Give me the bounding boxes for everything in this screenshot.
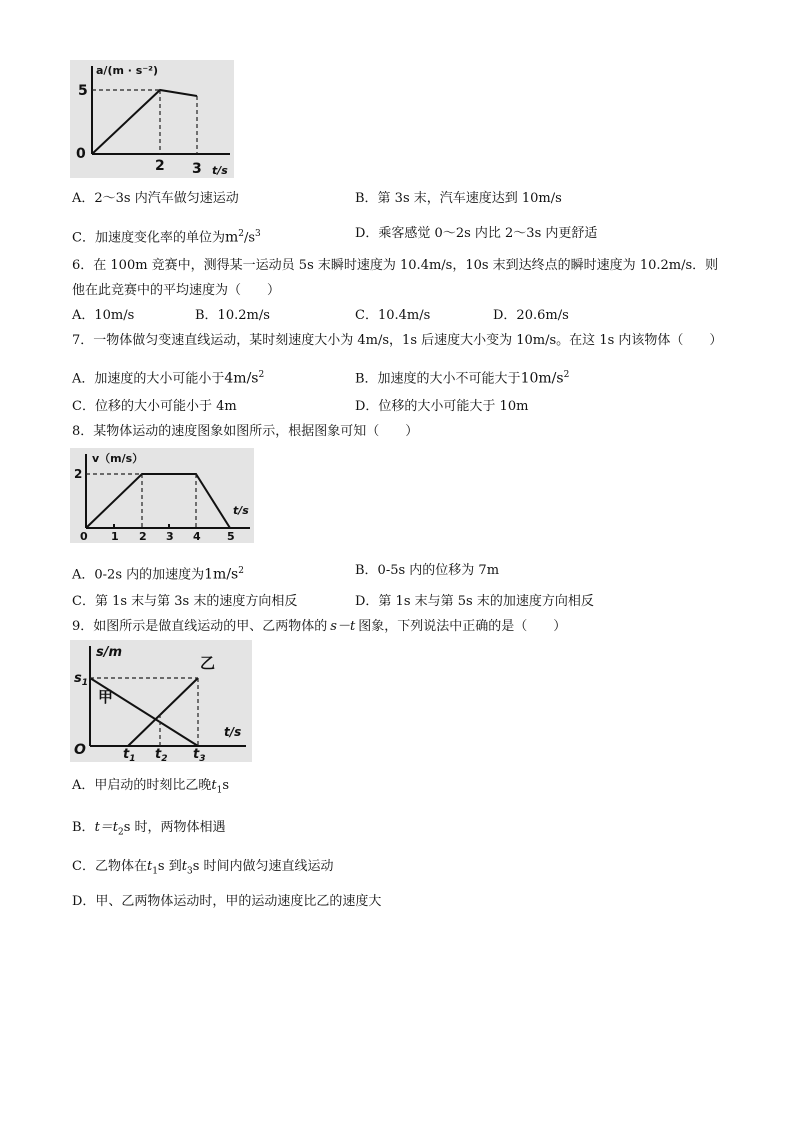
t3-label [193,747,205,762]
y-axis-label: v（m/s） [92,452,144,465]
q7-option-b-sup: 2 [563,370,570,380]
q9-option-a-unit: s [222,778,230,793]
x-tick-2: 2 [155,158,165,174]
q8-option-a [72,562,244,584]
q8-option-a-text: A．0-2s 内的加速度为 [72,567,205,583]
q9-stem-var: s－t [330,619,356,634]
y-axis-label: s/m [96,645,123,660]
q5-option-c-unit-s: /s [243,230,256,246]
y-tick-5: 5 [78,83,88,99]
q9-option-c-sub2: 3 [186,866,193,877]
t1-label-sub: 1 [129,754,136,762]
q9-option-c-post: s 时间内做匀速直线运动 [192,859,334,874]
origin-label: O [74,742,86,758]
q7-option-a [72,366,264,388]
q9-stem [72,618,566,636]
series-label-jia: 甲 [98,688,114,706]
q9-option-a [72,777,229,800]
velocity-curve [86,474,230,528]
q8-option-a-sup: 2 [238,566,244,576]
q8-stem: 8．某物体运动的速度图象如图所示，根据图象可知（ ） [72,424,419,439]
x-tick-4: 4 [193,530,201,543]
q7-option-b-value: 10m/s [520,370,564,387]
q8-option-a-value: 1m/s [204,566,239,583]
q9-option-c-var2: t [181,859,187,874]
q9-option-c-mid: s 到 [157,859,182,874]
q5-option-c-text: C．加速度变化率的单位为 [72,230,225,246]
q7-stem: 7．一物体做匀变速直线运动，某时刻速度大小为 4m/s，1s 后速度大小变为 10m/s。在这 1s 内该物体（ ） [72,333,723,348]
s1-label-sub: 1 [81,678,89,688]
acceleration-curve [92,90,197,154]
q9-option-a-text: A．甲启动的时刻比乙晚 [72,778,212,793]
figure-displacement-time [70,640,252,762]
q7-option-b-text: B．加速度的大小不可能大于 [355,371,521,387]
y-tick-2: 2 [74,467,83,481]
q5-option-b: B．第 3s 末，汽车速度达到 10m/s [355,191,562,206]
figure-velocity-time [70,448,254,543]
q8-option-d: D．第 1s 末与第 5s 末的加速度方向相反 [355,594,594,609]
q9-option-d: D．甲、乙两物体运动时，甲的运动速度比乙的速度大 [72,894,382,909]
q7-option-a-text: A．加速度的大小可能小于 [72,371,225,387]
x-axis-label: t/s [212,164,228,177]
q7-option-a-sup: 2 [258,370,265,380]
t2-label [155,747,167,762]
q9-stem-post: 图象，下列说法中正确的是（ ） [358,619,567,634]
x-tick-3: 3 [192,161,202,177]
q5-option-c-unit-sup2: 3 [255,229,261,239]
q9-stem-pre: 9．如图所示是做直线运动的甲、乙两物体的 [72,619,328,634]
x-axis-label: t/s [224,725,242,739]
q7-option-c: C．位移的大小可能小于 4m [72,399,237,414]
q9-option-a-sub: 1 [216,785,223,796]
q5-option-c-unit-sup: 2 [238,229,244,239]
q6-option-d: D．20.6m/s [493,308,569,323]
series-label-yi: 乙 [200,654,216,672]
x-tick-2: 2 [139,530,147,543]
q5-option-d: D．乘客感觉 0～2s 内比 2～3s 内更舒适 [355,226,598,241]
x-tick-0: 0 [80,530,88,543]
y-axis-label: a/(m · s⁻²) [96,64,158,77]
t2-label-sub: 2 [161,754,168,762]
q9-option-b-sub: 2 [118,827,124,838]
q9-option-b [72,819,226,842]
q5-option-c [72,225,261,247]
s1-label [74,671,88,688]
figure-acceleration-time [70,60,234,178]
t3-label-base: t [193,747,200,762]
x-tick-5: 5 [227,530,235,543]
t1-label [123,747,135,762]
q9-option-c-pre: C．乙物体在 [72,859,147,874]
line-yi [128,678,198,746]
q6-option-c: C．10.4m/s [355,308,431,323]
s1-label-base: s [74,671,82,686]
q8-option-b: B．0-5s 内的位移为 7m [355,563,500,578]
q9-option-b-var: t＝t [94,820,119,835]
t3-label-sub: 3 [199,754,206,762]
q7-option-d: D．位移的大小可能大于 10m [355,399,529,414]
acceleration-time-graph [70,60,234,178]
q6-option-b: B．10.2m/s [195,308,270,323]
x-axis-label: t/s [233,504,249,517]
q6-stem-line2: 他在此竞赛中的平均速度为（ ） [72,283,281,298]
q9-option-c-var1: t [146,859,153,874]
origin-label: 0 [76,146,86,162]
t2-label-base: t [155,747,162,762]
displacement-time-graph [70,640,252,762]
q9-option-b-pre: B． [72,820,95,835]
q6-option-a: A．10m/s [72,308,135,323]
q7-option-a-value: 4m/s [224,370,259,387]
x-tick-1: 1 [111,530,119,543]
q5-option-a: A．2～3s 内汽车做匀速运动 [72,191,239,206]
velocity-time-graph [70,448,254,543]
t1-label-base: t [123,747,130,762]
q7-option-b [355,366,569,388]
x-tick-3: 3 [166,530,174,543]
q9-option-c-sub1: 1 [152,866,158,877]
q5-option-c-unit-m: m [224,229,239,246]
q8-option-c: C．第 1s 末与第 3s 末的速度方向相反 [72,594,298,609]
q6-stem-line1: 6．在 100m 竞赛中，测得某一运动员 5s 末瞬时速度为 10.4m/s，10s 末到达终点的瞬时速度为 10.2m/s．则 [72,258,719,273]
q9-option-b-post: s 时，两物体相遇 [123,820,226,835]
q9-option-c [72,858,334,881]
q9-option-a-var: t [211,778,217,793]
